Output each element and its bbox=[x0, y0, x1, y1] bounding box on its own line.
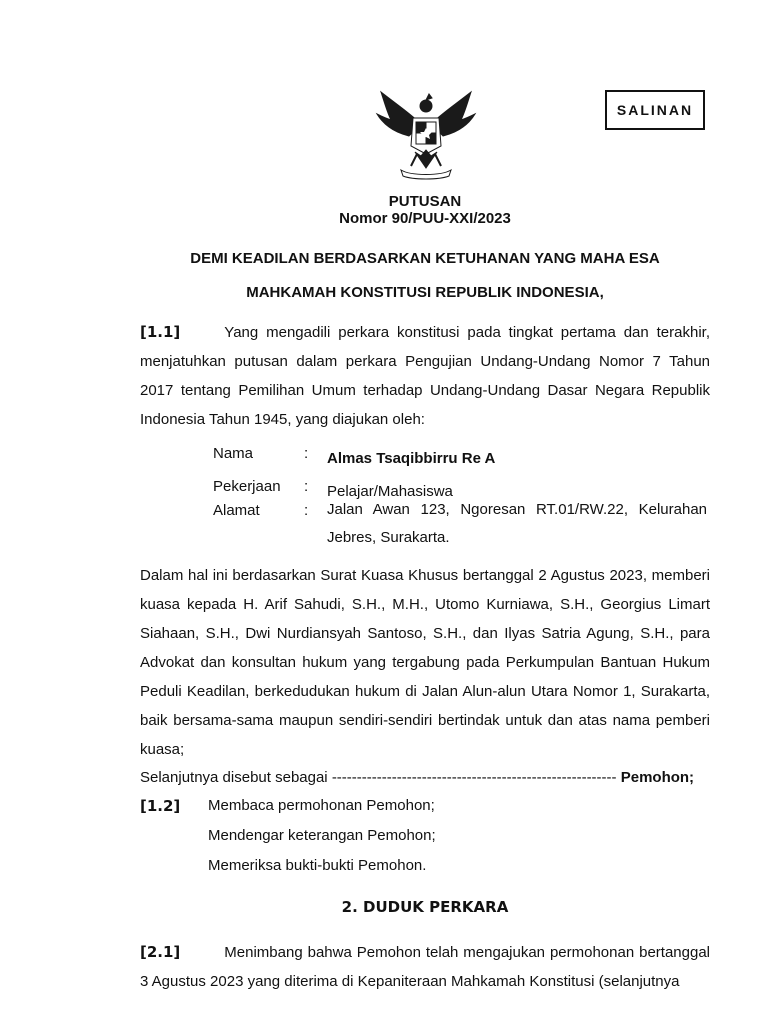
document-title: PUTUSAN bbox=[388, 193, 462, 210]
section-1-2-tag: [1.2] bbox=[140, 797, 181, 815]
section-1-2-item: Memeriksa bukti-bukti Pemohon. bbox=[208, 857, 427, 874]
heading-line-2: MAHKAMAH KONSTITUSI REPUBLIK INDONESIA, bbox=[246, 284, 604, 301]
section-1-2-item: Membaca permohonan Pemohon; bbox=[208, 797, 435, 814]
selanjutnya-role: Pemohon; bbox=[620, 769, 695, 786]
identity-value-occupation: Pelajar/Mahasiswa bbox=[327, 483, 453, 500]
section-1-1-paragraph bbox=[140, 318, 710, 434]
salinan-stamp: SALINAN bbox=[605, 90, 705, 130]
heading-line-1: DEMI KEADILAN BERDASARKAN KETUHANAN YANG MAHA ESA bbox=[190, 250, 660, 267]
identity-label: Alamat bbox=[213, 502, 260, 519]
section-1-2-item: Mendengar keterangan Pemohon; bbox=[208, 827, 436, 844]
section-1-1-tag: [1.1] bbox=[140, 323, 181, 341]
identity-colon: : bbox=[304, 445, 309, 462]
section-1-1-text: Yang mengadili perkara konstitusi pada tingkat pertama dan terakhir, menjatuhkan putusan dalam perkara Pengujian Undang-Undang Nomor 7 Tahun 2017 tentang Pemilihan Umum terhadap Undang-Undang Dasar Negara Republik Indonesia Tahun 1945, yang diajukan oleh: bbox=[140, 324, 710, 428]
identity-value-address: Jalan Awan 123, Ngoresan RT.01/RW.22, Kelurahan Jebres, Surakarta. bbox=[327, 501, 707, 546]
identity-colon: : bbox=[304, 478, 309, 495]
identity-colon: : bbox=[304, 502, 309, 519]
identity-label: Pekerjaan bbox=[213, 478, 281, 495]
identity-value-name: Almas Tsaqibbirru Re A bbox=[327, 450, 496, 467]
kuasa-paragraph: Dalam hal ini berdasarkan Surat Kuasa Khusus bertanggal 2 Agustus 2023, memberi kuasa kepada H. Arif Sahudi, S.H., M.H., Utomo Kurniawa, S.H., Georgius Limart Siahaan, S.H., Dwi Nurdiansyah Santoso, S.H., dan Ilyas Satria Agung, S.H., para Advokat dan konsultan hukum yang tergabung pada Perkumpulan Bantuan Hukum Peduli Keadilan, berkedudukan hukum di Jalan Alun-alun Utara Nomor 1, Surakarta, baik bersama-sama maupun sendiri-sendiri bertindak untuk dan atas nama pemberi kuasa; bbox=[140, 567, 710, 758]
document-number: Nomor 90/PUU-XXI/2023 bbox=[339, 210, 511, 227]
identity-label: Nama bbox=[213, 445, 254, 462]
section-2-1-text: Menimbang bahwa Pemohon telah mengajukan permohonan bertanggal 3 Agustus 2023 yang diterima di Kepaniteraan Mahkamah Konstitusi (selanjutnya bbox=[140, 944, 710, 990]
selanjutnya-line bbox=[140, 769, 712, 786]
section-2-1-paragraph bbox=[140, 938, 710, 996]
section-2-1-tag: [2.1] bbox=[140, 943, 181, 961]
identity-row-nama bbox=[213, 445, 713, 469]
selanjutnya-dashes: --------------------------------------------------------- bbox=[331, 769, 617, 786]
garuda-emblem-icon bbox=[371, 84, 481, 182]
identity-row-alamat bbox=[213, 501, 713, 546]
section-2-heading: 2. DUDUK PERKARA bbox=[341, 898, 509, 916]
selanjutnya-prefix: Selanjutnya disebut sebagai bbox=[140, 769, 328, 786]
